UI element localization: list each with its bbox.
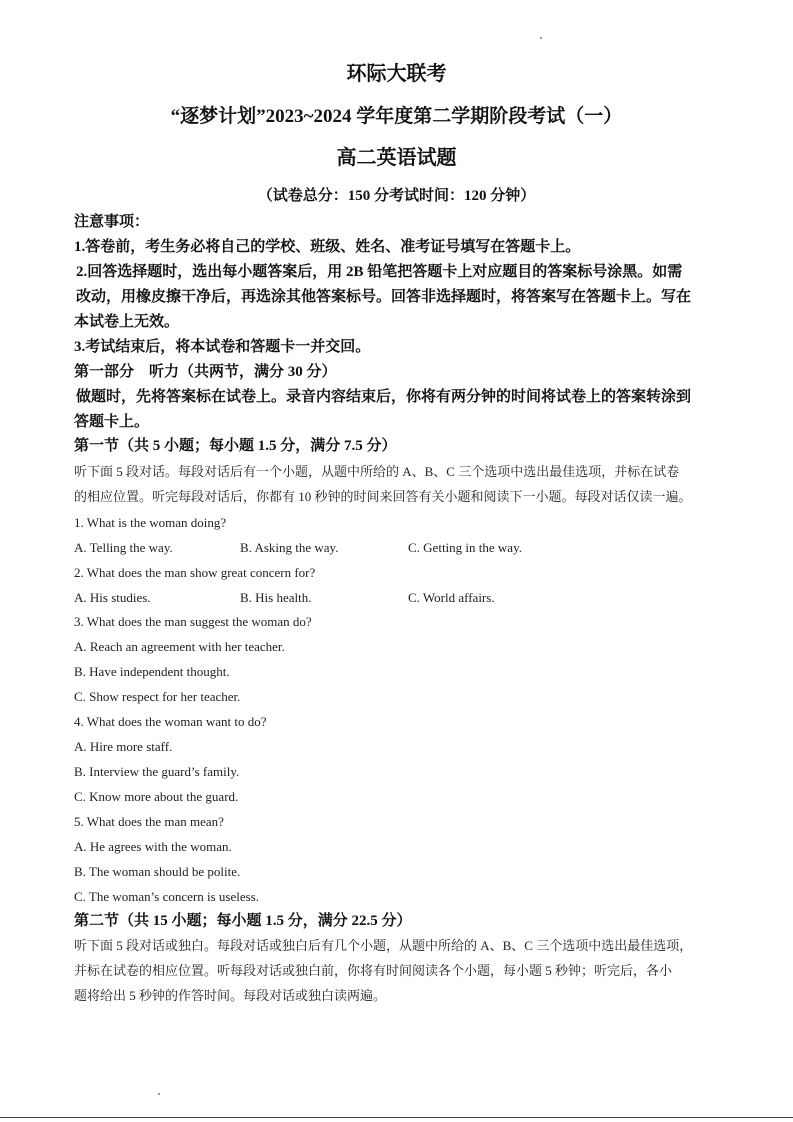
question-5-stem: 5. What does the man mean? bbox=[74, 814, 224, 829]
question-2-stem: 2. What does the man show great concern for? bbox=[74, 565, 316, 580]
question-3-option-c: C. Show respect for her teacher. bbox=[74, 689, 241, 704]
question-1-stem: 1. What is the woman doing? bbox=[74, 515, 227, 530]
question-5-option-c: C. The woman’s concern is useless. bbox=[74, 889, 259, 904]
section-2-instruction-line-3: 题将给出 5 秒钟的作答时间。每段对话或独白读两遍。 bbox=[74, 988, 387, 1003]
question-3-stem: 3. What does the man suggest the woman do? bbox=[74, 614, 312, 629]
question-3-option-b: B. Have independent thought. bbox=[74, 664, 230, 679]
question-2-option-c: C. World affairs. bbox=[408, 590, 495, 605]
question-5-option-a: A. He agrees with the woman. bbox=[74, 839, 232, 854]
exam-meta: （试卷总分：150 分考试时间：120 分钟） bbox=[257, 188, 536, 204]
scan-speck bbox=[540, 37, 542, 39]
page-bottom-rule bbox=[0, 1117, 793, 1118]
exam-title: “逐梦计划”2023~2024 学年度第二学期阶段考试（一） bbox=[170, 106, 623, 127]
question-4-option-c: C. Know more about the guard. bbox=[74, 789, 239, 804]
subject-title: 高二英语试题 bbox=[336, 147, 457, 169]
part-1-intro-line-1: 做题时，先将答案标在试卷上。录音内容结束后，你将有两分钟的时间将试卷上的答案转涂到 bbox=[76, 389, 692, 405]
note-1: 1.答卷前，考生务必将自己的学校、班级、姓名、准考证号填写在答题卡上。 bbox=[74, 239, 581, 255]
question-1-option-c: C. Getting in the way. bbox=[408, 540, 522, 555]
part-1-title: 第一部分 听力（共两节，满分 30 分） bbox=[74, 364, 337, 380]
note-2-line-1: 2.回答选择题时，选出每小题答案后，用 2B 铅笔把答题卡上对应题目的答案标号涂黑。如需 bbox=[76, 264, 683, 280]
note-2-line-2: 改动，用橡皮擦干净后，再选涂其他答案标号。回答非选择题时，将答案写在答题卡上。写在 bbox=[76, 289, 692, 305]
notes-heading: 注意事项： bbox=[74, 214, 150, 230]
section-1-instruction-line-2: 的相应位置。听完每段对话后，你都有 10 秒钟的时间来回答有关小题和阅读下一小题。每段对话仅读一遍。 bbox=[74, 489, 692, 504]
question-4-option-b: B. Interview the guard’s family. bbox=[74, 764, 240, 779]
note-2-line-3: 本试卷上无效。 bbox=[74, 314, 180, 330]
question-4-option-a: A. Hire more staff. bbox=[74, 739, 173, 754]
section-1-title: 第一节（共 5 小题；每小题 1.5 分，满分 7.5 分） bbox=[74, 438, 397, 454]
question-1-option-a: A. Telling the way. bbox=[74, 540, 173, 555]
org-title: 环际大联考 bbox=[346, 63, 447, 85]
scan-speck bbox=[158, 1093, 160, 1095]
question-2-option-a: A. His studies. bbox=[74, 590, 151, 605]
part-1-intro-line-2: 答题卡上。 bbox=[74, 414, 150, 430]
section-2-instruction-line-1: 听下面 5 段对话或独白。每段对话或独白后有几个小题，从题中所给的 A、B、C 三个选项中选出最佳选项， bbox=[74, 938, 693, 953]
section-2-title: 第二节（共 15 小题；每小题 1.5 分，满分 22.5 分） bbox=[74, 913, 412, 929]
question-2-option-b: B. His health. bbox=[240, 590, 312, 605]
note-3: 3.考试结束后，将本试卷和答题卡一并交回。 bbox=[74, 339, 371, 355]
section-2-instruction-line-2: 并标在试卷的相应位置。听每段对话或独白前，你将有时间阅读各个小题，每小题 5 秒钟；听完后，各小 bbox=[74, 963, 673, 978]
section-1-instruction-line-1: 听下面 5 段对话。每段对话后有一个小题，从题中所给的 A、B、C 三个选项中选出最佳选项，并标在试卷 bbox=[74, 464, 680, 479]
question-3-option-a: A. Reach an agreement with her teacher. bbox=[74, 639, 285, 654]
question-1-option-b: B. Asking the way. bbox=[240, 540, 339, 555]
question-5-option-b: B. The woman should be polite. bbox=[74, 864, 241, 879]
question-4-stem: 4. What does the woman want to do? bbox=[74, 714, 267, 729]
